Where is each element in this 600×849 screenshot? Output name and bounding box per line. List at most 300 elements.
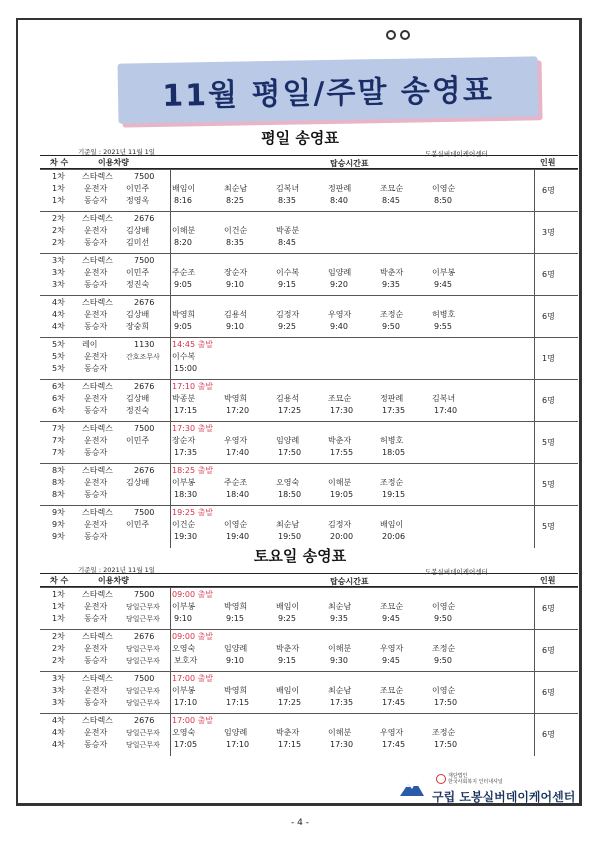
pickup-time: 8:40 bbox=[330, 196, 348, 205]
column-divider bbox=[534, 422, 535, 464]
rider-name: 김미선 bbox=[126, 238, 150, 247]
pickup-time: 보호자 bbox=[174, 656, 198, 665]
pickup-time: 9:15 bbox=[278, 656, 296, 665]
driver-name: 김상배 bbox=[126, 226, 150, 235]
vehicle-name: 스타렉스 bbox=[82, 674, 113, 683]
column-divider bbox=[170, 588, 171, 630]
vehicle-plate: 2676 bbox=[134, 214, 155, 223]
departure-note: 17:10 출발 bbox=[172, 382, 214, 391]
column-divider bbox=[534, 338, 535, 380]
column-divider bbox=[170, 380, 171, 422]
rider-label: 동승자 bbox=[84, 698, 108, 707]
passenger-name: 배임이 bbox=[276, 686, 300, 695]
rider-name: 정진숙 bbox=[126, 280, 150, 289]
pickup-time: 8:35 bbox=[278, 196, 296, 205]
round-label: 4차 bbox=[52, 298, 65, 307]
passenger-name: 이부봉 bbox=[432, 268, 456, 277]
driver-label: 운전자 bbox=[84, 686, 108, 695]
header-schedule: 탑승시간표 bbox=[330, 577, 369, 586]
column-divider bbox=[170, 714, 171, 756]
driver-name: 당일근무자 bbox=[126, 603, 160, 611]
pickup-time: 9:15 bbox=[226, 614, 244, 623]
round-label: 4차 bbox=[52, 740, 65, 749]
pickup-time: 17:25 bbox=[278, 406, 302, 415]
round-label: 4차 bbox=[52, 322, 65, 331]
column-divider bbox=[534, 212, 535, 254]
passenger-name: 최순남 bbox=[276, 520, 300, 529]
passenger-name: 허병호 bbox=[380, 436, 404, 445]
driver-name: 간호조무사 bbox=[126, 353, 160, 361]
passenger-name: 임양례 bbox=[224, 728, 248, 737]
round-label: 8차 bbox=[52, 490, 65, 499]
rider-label: 동승자 bbox=[84, 364, 108, 373]
pickup-time: 20:00 bbox=[330, 532, 354, 541]
pickup-time: 9:50 bbox=[434, 614, 452, 623]
pickup-time: 9:05 bbox=[174, 280, 192, 289]
rider-label: 동승자 bbox=[84, 740, 108, 749]
driver-name: 이민주 bbox=[126, 436, 150, 445]
column-divider bbox=[170, 672, 171, 714]
passenger-name: 이해분 bbox=[172, 226, 196, 235]
passenger-name: 박영희 bbox=[224, 602, 248, 611]
column-divider bbox=[170, 212, 171, 254]
driver-name: 당일근무자 bbox=[126, 729, 160, 737]
passenger-name: 이부봉 bbox=[172, 478, 196, 487]
pickup-time: 18:50 bbox=[278, 490, 302, 499]
passenger-name: 주순조 bbox=[172, 268, 196, 277]
schedule-row bbox=[40, 169, 578, 211]
rider-label: 동승자 bbox=[84, 614, 108, 623]
pickup-time: 9:10 bbox=[226, 322, 244, 331]
pickup-time: 18:40 bbox=[226, 490, 250, 499]
title-banner bbox=[118, 56, 539, 123]
column-divider bbox=[534, 506, 535, 548]
passenger-name: 이건순 bbox=[224, 226, 248, 235]
passenger-name: 우영자 bbox=[328, 310, 352, 319]
pickup-time: 17:15 bbox=[278, 740, 302, 749]
center-name: 도봉실버데이케어센터 bbox=[425, 150, 488, 158]
pickup-time: 9:05 bbox=[174, 322, 192, 331]
schedule-row bbox=[40, 463, 578, 505]
table-header bbox=[40, 573, 578, 587]
pickup-time: 9:50 bbox=[434, 656, 452, 665]
column-divider bbox=[170, 630, 171, 672]
round-label: 3차 bbox=[52, 280, 65, 289]
passenger-name: 박영희 bbox=[224, 686, 248, 695]
passenger-name: 배임이 bbox=[172, 184, 196, 193]
passenger-count: 5명 bbox=[542, 522, 555, 531]
section-title: 토요일 송영표 bbox=[253, 547, 347, 565]
passenger-name: 김복녀 bbox=[276, 184, 300, 193]
pickup-time: 9:30 bbox=[330, 656, 348, 665]
rider-name: 당일근무자 bbox=[126, 741, 160, 749]
passenger-name: 주순조 bbox=[224, 478, 248, 487]
pickup-time: 9:35 bbox=[330, 614, 348, 623]
passenger-count: 6명 bbox=[542, 270, 555, 279]
driver-label: 운전자 bbox=[84, 436, 108, 445]
pickup-time: 17:30 bbox=[330, 740, 354, 749]
driver-label: 운전자 bbox=[84, 268, 108, 277]
round-label: 2차 bbox=[52, 238, 65, 247]
round-label: 1차 bbox=[52, 602, 65, 611]
column-divider bbox=[170, 296, 171, 338]
pickup-time: 17:45 bbox=[382, 698, 406, 707]
passenger-name: 이부봉 bbox=[172, 602, 196, 611]
departure-note: 17:00 출발 bbox=[172, 674, 214, 683]
vehicle-name: 스타렉스 bbox=[82, 298, 113, 307]
pickup-time: 17:35 bbox=[330, 698, 354, 707]
departure-note: 09:00 출발 bbox=[172, 632, 214, 641]
column-divider bbox=[170, 338, 171, 380]
binder-ring bbox=[400, 30, 410, 40]
pickup-time: 17:40 bbox=[226, 448, 250, 457]
pickup-time: 8:20 bbox=[174, 238, 192, 247]
pickup-time: 17:10 bbox=[174, 698, 198, 707]
pickup-time: 17:15 bbox=[226, 698, 250, 707]
schedule-row bbox=[40, 295, 578, 337]
passenger-name: 박종분 bbox=[172, 394, 196, 403]
pickup-time: 17:05 bbox=[174, 740, 198, 749]
rider-name: 정영옥 bbox=[126, 196, 150, 205]
vehicle-name: 스타렉스 bbox=[82, 466, 113, 475]
vehicle-name: 스타렉스 bbox=[82, 214, 113, 223]
passenger-name: 조정순 bbox=[432, 728, 456, 737]
passenger-name: 이수복 bbox=[276, 268, 300, 277]
rider-name: 당일근무자 bbox=[126, 657, 160, 665]
passenger-name: 임양례 bbox=[328, 268, 352, 277]
pickup-time: 17:10 bbox=[226, 740, 250, 749]
column-divider bbox=[534, 170, 535, 212]
round-label: 3차 bbox=[52, 698, 65, 707]
driver-name: 당일근무자 bbox=[126, 687, 160, 695]
pickup-time: 20:06 bbox=[382, 532, 406, 541]
passenger-name: 조묘순 bbox=[328, 394, 352, 403]
passenger-name: 정판례 bbox=[380, 394, 404, 403]
passenger-name: 우영자 bbox=[224, 436, 248, 445]
pickup-time: 9:15 bbox=[278, 280, 296, 289]
round-label: 1차 bbox=[52, 184, 65, 193]
vehicle-plate: 2676 bbox=[134, 716, 155, 725]
pickup-time: 18:05 bbox=[382, 448, 406, 457]
passenger-name: 이영순 bbox=[432, 602, 456, 611]
vehicle-plate: 7500 bbox=[134, 508, 155, 517]
round-label: 2차 bbox=[52, 656, 65, 665]
passenger-name: 이부봉 bbox=[172, 686, 196, 695]
schedule-row bbox=[40, 253, 578, 295]
column-divider bbox=[170, 254, 171, 296]
passenger-name: 박춘자 bbox=[328, 436, 352, 445]
passenger-name: 최순남 bbox=[224, 184, 248, 193]
departure-note: 17:30 출발 bbox=[172, 424, 214, 433]
passenger-count: 6명 bbox=[542, 604, 555, 613]
round-label: 8차 bbox=[52, 478, 65, 487]
passenger-name: 조묘순 bbox=[380, 686, 404, 695]
round-label: 3차 bbox=[52, 256, 65, 265]
round-label: 1차 bbox=[52, 196, 65, 205]
pickup-time: 9:25 bbox=[278, 322, 296, 331]
passenger-name: 조정순 bbox=[380, 478, 404, 487]
departure-note: 14:45 출발 bbox=[172, 340, 214, 349]
rider-label: 동승자 bbox=[84, 448, 108, 457]
round-label: 3차 bbox=[52, 686, 65, 695]
passenger-name: 이해분 bbox=[328, 644, 352, 653]
pickup-time: 9:40 bbox=[330, 322, 348, 331]
vehicle-plate: 7500 bbox=[134, 674, 155, 683]
vehicle-name: 스타렉스 bbox=[82, 590, 113, 599]
pickup-time: 9:50 bbox=[382, 322, 400, 331]
driver-label: 운전자 bbox=[84, 184, 108, 193]
pickup-time: 17:55 bbox=[330, 448, 354, 457]
schedule-row bbox=[40, 379, 578, 421]
pickup-time: 8:25 bbox=[226, 196, 244, 205]
round-label: 8차 bbox=[52, 466, 65, 475]
passenger-count: 6명 bbox=[542, 688, 555, 697]
departure-note: 09:00 출발 bbox=[172, 590, 214, 599]
rider-label: 동승자 bbox=[84, 238, 108, 247]
pickup-time: 17:30 bbox=[330, 406, 354, 415]
vehicle-plate: 1130 bbox=[134, 340, 155, 349]
pickup-time: 19:30 bbox=[174, 532, 198, 541]
rider-label: 동승자 bbox=[84, 280, 108, 289]
vehicle-name: 스타렉스 bbox=[82, 424, 113, 433]
passenger-name: 허병호 bbox=[432, 310, 456, 319]
vehicle-plate: 7500 bbox=[134, 256, 155, 265]
passenger-name: 최순남 bbox=[328, 602, 352, 611]
round-label: 9차 bbox=[52, 520, 65, 529]
round-label: 6차 bbox=[52, 394, 65, 403]
column-divider bbox=[534, 380, 535, 422]
pickup-time: 15:00 bbox=[174, 364, 198, 373]
driver-label: 운전자 bbox=[84, 520, 108, 529]
column-divider bbox=[534, 672, 535, 714]
passenger-name: 이수복 bbox=[172, 352, 196, 361]
vehicle-plate: 7500 bbox=[134, 424, 155, 433]
pickup-time: 19:15 bbox=[382, 490, 406, 499]
pickup-time: 17:20 bbox=[226, 406, 250, 415]
departure-note: 19:25 출발 bbox=[172, 508, 214, 517]
passenger-name: 정판례 bbox=[328, 184, 352, 193]
driver-name: 당일근무자 bbox=[126, 645, 160, 653]
passenger-name: 오영숙 bbox=[172, 728, 196, 737]
rider-name: 장숭희 bbox=[126, 322, 150, 331]
passenger-count: 3명 bbox=[542, 228, 555, 237]
passenger-name: 박춘자 bbox=[276, 728, 300, 737]
header-schedule: 탑승시간표 bbox=[330, 159, 369, 168]
driver-label: 운전자 bbox=[84, 352, 108, 361]
passenger-name: 배임이 bbox=[276, 602, 300, 611]
org-sub-label bbox=[448, 773, 503, 785]
passenger-name: 우영자 bbox=[380, 644, 404, 653]
org-name: 구립 도봉실버데이케어센터 bbox=[432, 790, 576, 804]
rider-name: 정진숙 bbox=[126, 406, 150, 415]
column-divider bbox=[534, 630, 535, 672]
driver-name: 김상배 bbox=[126, 394, 150, 403]
vehicle-name: 스타렉스 bbox=[82, 256, 113, 265]
column-divider bbox=[170, 422, 171, 464]
passenger-count: 6명 bbox=[542, 730, 555, 739]
passenger-count: 6명 bbox=[542, 396, 555, 405]
schedule-row bbox=[40, 211, 578, 253]
passenger-name: 이영순 bbox=[432, 184, 456, 193]
passenger-name: 김정자 bbox=[328, 520, 352, 529]
vehicle-plate: 7500 bbox=[134, 590, 155, 599]
round-label: 2차 bbox=[52, 644, 65, 653]
passenger-name: 이영순 bbox=[432, 686, 456, 695]
rider-name: 당일근무자 bbox=[126, 615, 160, 623]
vehicle-plate: 7500 bbox=[134, 172, 155, 181]
pickup-time: 18:30 bbox=[174, 490, 198, 499]
column-divider bbox=[534, 588, 535, 630]
center-name: 도봉실버데이케어센터 bbox=[425, 568, 488, 576]
pickup-time: 9:45 bbox=[382, 614, 400, 623]
header-count: 인원 bbox=[540, 576, 556, 585]
base-date: 기준일 : 2021년 11월 1일 bbox=[78, 148, 156, 156]
round-label: 5차 bbox=[52, 340, 65, 349]
round-label: 4차 bbox=[52, 716, 65, 725]
pickup-time: 9:10 bbox=[174, 614, 192, 623]
binder-ring bbox=[386, 30, 396, 40]
passenger-name: 오영숙 bbox=[276, 478, 300, 487]
round-label: 2차 bbox=[52, 226, 65, 235]
schedule-row bbox=[40, 713, 578, 755]
pickup-time: 17:35 bbox=[174, 448, 198, 457]
table-header bbox=[40, 155, 578, 169]
round-label: 2차 bbox=[52, 632, 65, 641]
schedule-row bbox=[40, 337, 578, 379]
passenger-name: 배임이 bbox=[380, 520, 404, 529]
rider-label: 동승자 bbox=[84, 406, 108, 415]
pickup-time: 9:10 bbox=[226, 280, 244, 289]
vehicle-name: 스타렉스 bbox=[82, 382, 113, 391]
round-label: 1차 bbox=[52, 172, 65, 181]
pickup-time: 17:40 bbox=[434, 406, 458, 415]
pickup-time: 9:20 bbox=[330, 280, 348, 289]
mountain-logo-icon bbox=[398, 778, 426, 798]
pickup-time: 8:35 bbox=[226, 238, 244, 247]
pickup-time: 17:45 bbox=[382, 740, 406, 749]
rider-label: 동승자 bbox=[84, 532, 108, 541]
pickup-time: 19:50 bbox=[278, 532, 302, 541]
passenger-name: 박영희 bbox=[224, 394, 248, 403]
passenger-name: 장순자 bbox=[224, 268, 248, 277]
passenger-name: 조묘순 bbox=[380, 602, 404, 611]
column-divider bbox=[170, 464, 171, 506]
passenger-name: 장순자 bbox=[172, 436, 196, 445]
round-label: 6차 bbox=[52, 406, 65, 415]
pickup-time: 17:50 bbox=[434, 698, 458, 707]
pickup-time: 17:50 bbox=[434, 740, 458, 749]
header-round: 차 수 bbox=[50, 158, 69, 167]
pickup-time: 19:40 bbox=[226, 532, 250, 541]
driver-label: 운전자 bbox=[84, 602, 108, 611]
passenger-name: 김정자 bbox=[276, 310, 300, 319]
rider-label: 동승자 bbox=[84, 490, 108, 499]
header-vehicle: 이용차량 bbox=[98, 158, 129, 167]
passenger-name: 우영자 bbox=[380, 728, 404, 737]
pickup-time: 8:16 bbox=[174, 196, 192, 205]
schedule-row bbox=[40, 629, 578, 671]
passenger-count: 6명 bbox=[542, 646, 555, 655]
driver-name: 김상배 bbox=[126, 310, 150, 319]
driver-name: 이민주 bbox=[126, 184, 150, 193]
column-divider bbox=[534, 714, 535, 756]
passenger-name: 임양례 bbox=[224, 644, 248, 653]
departure-note: 18:25 출발 bbox=[172, 466, 214, 475]
column-divider bbox=[170, 506, 171, 548]
passenger-name: 조정순 bbox=[432, 644, 456, 653]
passenger-count: 5명 bbox=[542, 438, 555, 447]
round-label: 1차 bbox=[52, 614, 65, 623]
pickup-time: 17:35 bbox=[382, 406, 406, 415]
section-title: 평일 송영표 bbox=[261, 129, 339, 147]
driver-label: 운전자 bbox=[84, 394, 108, 403]
driver-label: 운전자 bbox=[84, 310, 108, 319]
pickup-time: 9:55 bbox=[434, 322, 452, 331]
vehicle-plate: 2676 bbox=[134, 298, 155, 307]
passenger-name: 김용석 bbox=[276, 394, 300, 403]
column-divider bbox=[534, 254, 535, 296]
passenger-name: 이해분 bbox=[328, 478, 352, 487]
driver-name: 김상배 bbox=[126, 478, 150, 487]
round-label: 1차 bbox=[52, 590, 65, 599]
pickup-time: 9:45 bbox=[382, 656, 400, 665]
round-label: 5차 bbox=[52, 352, 65, 361]
passenger-name: 조묘순 bbox=[380, 184, 404, 193]
driver-label: 운전자 bbox=[84, 226, 108, 235]
passenger-name: 이해분 bbox=[328, 728, 352, 737]
schedule-row bbox=[40, 671, 578, 713]
passenger-name: 박영희 bbox=[172, 310, 196, 319]
passenger-name: 박춘자 bbox=[380, 268, 404, 277]
schedule-row bbox=[40, 587, 578, 629]
schedule-row bbox=[40, 421, 578, 463]
round-label: 7차 bbox=[52, 448, 65, 457]
rider-name: 당일근무자 bbox=[126, 699, 160, 707]
pickup-time: 17:15 bbox=[174, 406, 198, 415]
pickup-time: 19:05 bbox=[330, 490, 354, 499]
pickup-time: 8:45 bbox=[278, 238, 296, 247]
passenger-count: 6명 bbox=[542, 186, 555, 195]
column-divider bbox=[534, 464, 535, 506]
driver-name: 이민주 bbox=[126, 520, 150, 529]
driver-label: 운전자 bbox=[84, 478, 108, 487]
column-divider bbox=[170, 170, 171, 212]
passenger-name: 김복녀 bbox=[432, 394, 456, 403]
passenger-count: 6명 bbox=[542, 312, 555, 321]
base-date: 기준일 : 2021년 11월 1일 bbox=[78, 566, 156, 574]
page-number: - 4 - bbox=[291, 818, 309, 828]
rider-label: 동승자 bbox=[84, 656, 108, 665]
vehicle-name: 레이 bbox=[82, 340, 98, 349]
header-vehicle: 이용차량 bbox=[98, 576, 129, 585]
pickup-time: 8:50 bbox=[434, 196, 452, 205]
rider-label: 동승자 bbox=[84, 322, 108, 331]
pickup-time: 8:45 bbox=[382, 196, 400, 205]
pickup-time: 9:10 bbox=[226, 656, 244, 665]
round-label: 2차 bbox=[52, 214, 65, 223]
passenger-name: 이영순 bbox=[224, 520, 248, 529]
passenger-name: 최순남 bbox=[328, 686, 352, 695]
passenger-name: 박춘자 bbox=[276, 644, 300, 653]
vehicle-plate: 2676 bbox=[134, 382, 155, 391]
vehicle-plate: 2676 bbox=[134, 466, 155, 475]
passenger-name: 김용석 bbox=[224, 310, 248, 319]
seal-icon bbox=[436, 774, 446, 784]
passenger-name: 조정순 bbox=[380, 310, 404, 319]
org-sub-2: 한국사회복지 인터내셔널 bbox=[448, 779, 503, 785]
pickup-time: 9:25 bbox=[278, 614, 296, 623]
passenger-name: 오영숙 bbox=[172, 644, 196, 653]
